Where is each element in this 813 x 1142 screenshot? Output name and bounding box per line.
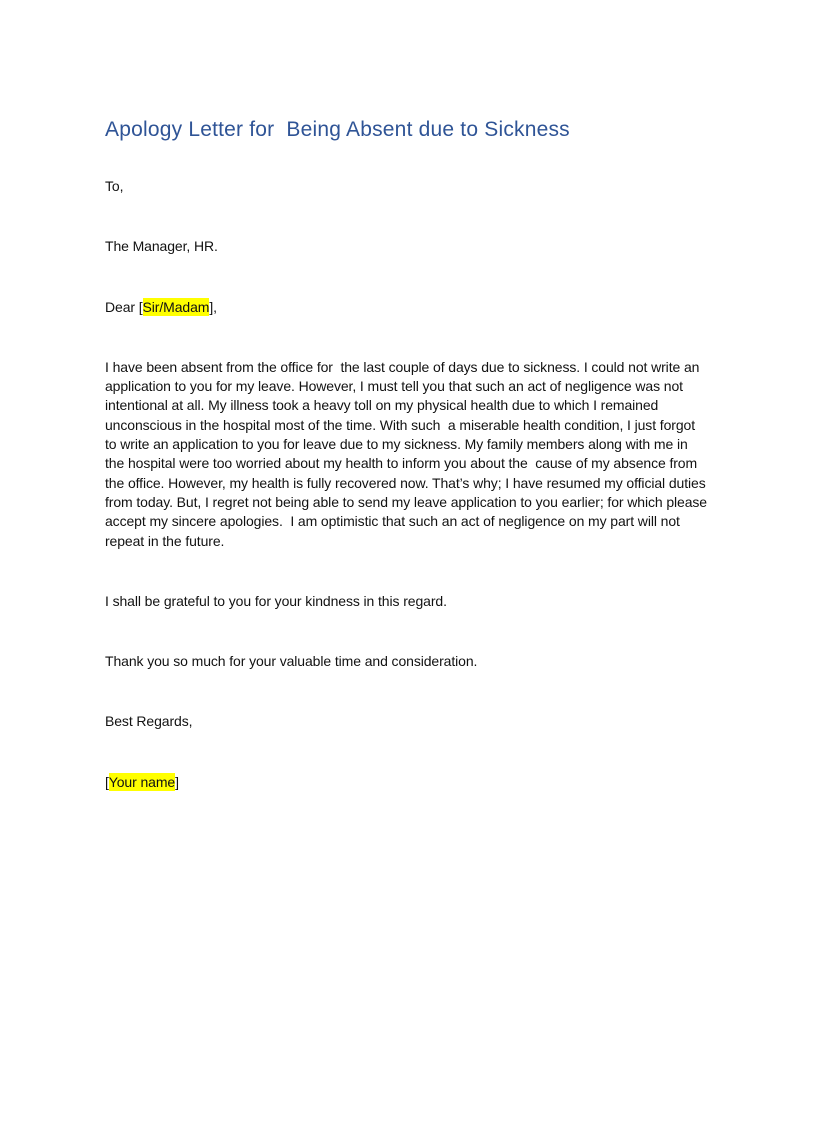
gratitude-line: I shall be grateful to you for your kindness in this regard. <box>105 592 447 609</box>
to-line: To, <box>105 178 124 194</box>
salutation-prefix: Dear [ <box>105 298 143 315</box>
document-title: Apology Letter for Being Absent due to Sickness <box>105 118 570 141</box>
thanks-line: Thank you so much for your valuable time and consideration. <box>105 653 478 670</box>
signature-line <box>105 773 708 792</box>
recipient-line: The Manager, HR. <box>105 238 218 255</box>
salutation-suffix: ], <box>209 298 217 315</box>
closing-line: Best Regards, <box>105 713 193 730</box>
signature-prefix: [ <box>105 773 109 790</box>
sir-madam-placeholder-highlight: Sir/Madam <box>142 298 210 315</box>
body-paragraph: I have been absent from the office for the last couple of days due to sickness. I could not write an application to you for my leave. However, I must tell you that such an act of negligence was not intentional at all. My illness took a heavy toll on my physical health due to which I remained unconscious in the hospital most of the time. With such a miserable health condition, I just forgot to write an application to you for leave due to my sickness. My family members along with me in the hospital were too worried about my health to inform you about the cause of my absence from the office. However, my health is fully recovered now. That’s why; I have resumed my official duties from today. But, I regret not being able to send my leave application to you earlier; for which please accept my sincere apologies. I am optimistic that such an act of negligence on my part will not repeat in the future. <box>105 358 711 549</box>
signature-suffix: ] <box>175 773 179 790</box>
your-name-placeholder-highlight: Your name <box>108 773 176 790</box>
salutation-line <box>105 298 708 317</box>
